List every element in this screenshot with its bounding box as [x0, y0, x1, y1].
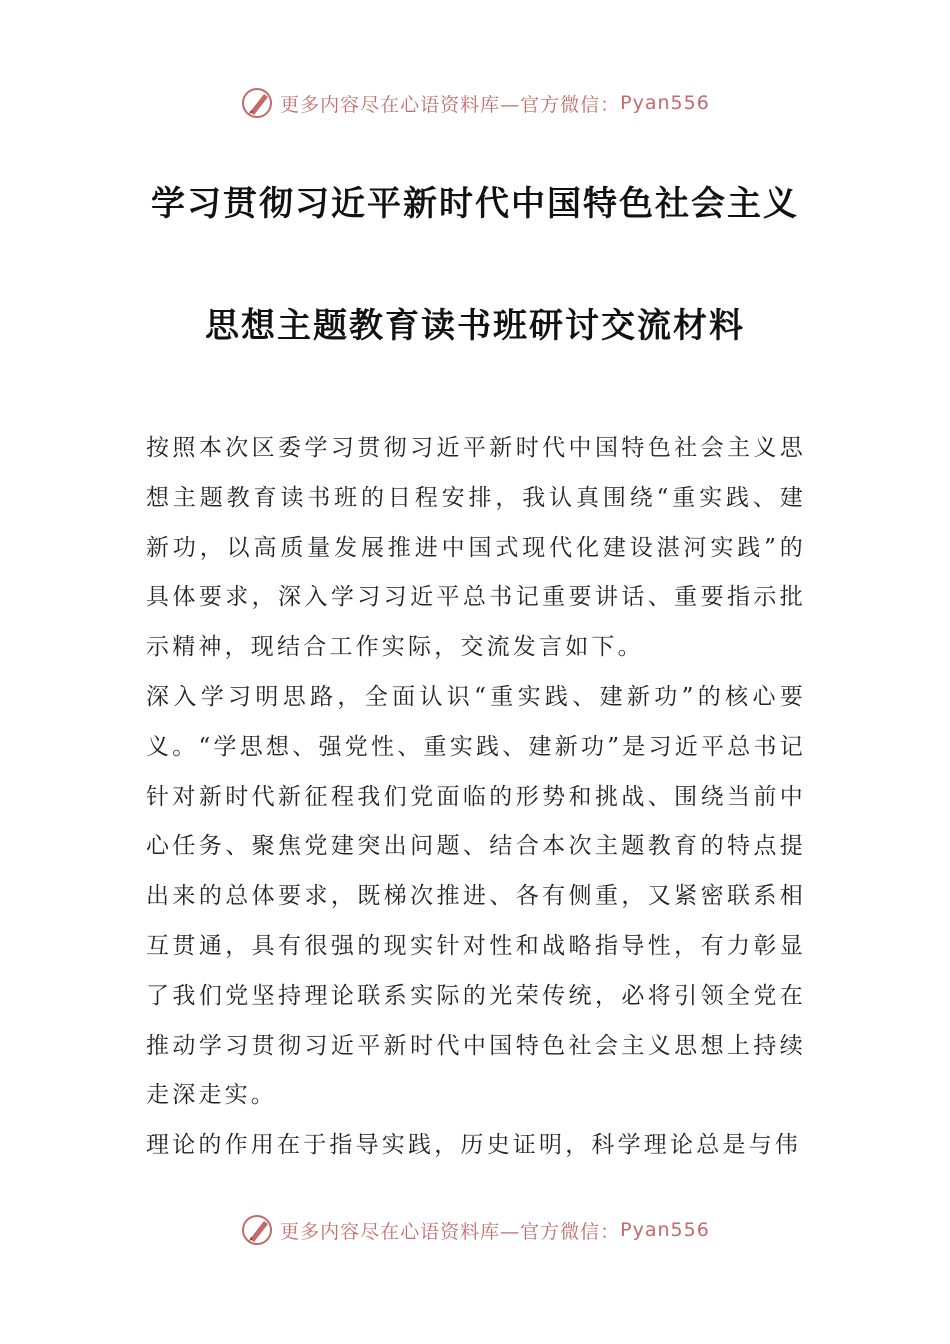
paragraph-2: 深入学习明思路，全面认识“重实践、建新功”的核心要义。“学思想、强党性、重实践、建新功”是习近平总书记针对新时代新征程我们党面临的形势和挑战、围绕当前中心任务、聚焦党建突出问题、结合本次主题教育的特点提出来的总体要求，既梯次推进、各有侧重，又紧密联系相互贯通，具有很强的现实针对性和战略指导性，有力彰显了我们党坚持理论联系实际的光荣传统，必将引领全党在推动学习贯彻习近平新时代中国特色社会主义思想上持续走深走实。 — [146, 683, 806, 1109]
banner-wechat-id: Pyan556 — [620, 1219, 710, 1241]
paragraph-1: 按照本次区委学习贯彻习近平新时代中国特色社会主义思想主题教育读书班的日程安排，我认真围绕“重实践、建新功，以高质量发展推进中国式现代化建设湛河实践”的具体要求，深入学习习近平总书记重要讲话、重要指示批示精神，现结合工作实际，交流发言如下。 — [146, 435, 806, 661]
document-body — [146, 424, 806, 1171]
footer-watermark-banner — [0, 1210, 950, 1250]
banner-text: 更多内容尽在心语资料库—官方微信： — [280, 93, 621, 116]
banner-wechat-id: Pyan556 — [620, 92, 710, 114]
banner-text: 更多内容尽在心语资料库—官方微信： — [280, 1220, 621, 1243]
pen-logo-icon — [240, 85, 276, 121]
pen-logo-icon — [240, 1212, 276, 1248]
document-title-line-2: 思想主题教育读书班研讨交流材料 — [205, 306, 745, 346]
document-title-line-1: 学习贯彻习近平新时代中国特色社会主义 — [151, 184, 799, 224]
header-watermark-banner — [0, 83, 950, 123]
paragraph-3: 理论的作用在于指导实践，历史证明，科学理论总是与伟 — [146, 1132, 801, 1159]
